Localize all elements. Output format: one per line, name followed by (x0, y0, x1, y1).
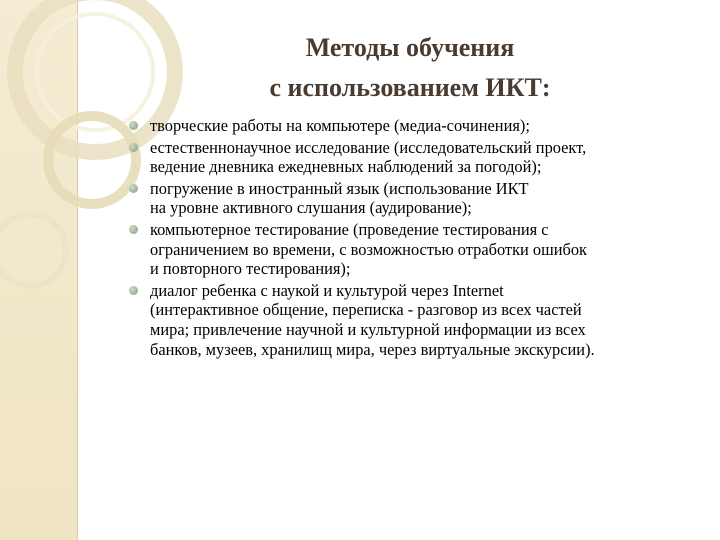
bullet-text-line: естественнонаучное исследование (исследовательский проект, (150, 137, 587, 157)
bullet-text-line: ограничением во времени, с возможностью отработки ошибок (150, 239, 588, 259)
bullet-text-line: творческие работы на компьютере (медиа-сочинения); (150, 116, 530, 135)
bullet-text-line: погружение в иностранный язык (использование ИКТ (150, 178, 529, 198)
title-line-2: с использованием ИКТ: (269, 73, 551, 102)
bullet-icon (129, 225, 138, 234)
bullet-text-line: компьютерное тестирование (проведение тестирования с (150, 219, 549, 239)
bullet-icon (129, 143, 138, 152)
list-item (126, 220, 701, 279)
bullet-list (126, 116, 701, 361)
bullet-text-line: диалог ребенка с наукой и культурой через Internet (150, 280, 504, 300)
left-decor-panel (0, 0, 78, 540)
title-line-1: Методы обучения (305, 33, 515, 62)
list-item (126, 281, 701, 359)
list-item (126, 179, 701, 218)
list-item (126, 116, 701, 136)
bullet-icon (129, 121, 138, 130)
list-item (126, 138, 701, 177)
bullet-text-line: на уровне активного слушания (аудирование); (150, 198, 472, 218)
bullet-text-line: ведение дневника ежедневных наблюдений за погодой); (150, 157, 542, 177)
bullet-icon (129, 286, 138, 295)
bullet-text-line: и повторного тестирования); (150, 259, 351, 279)
bullet-text-line: банков, музеев, хранилищ мира, через виртуальные экскурсии). (150, 339, 595, 359)
slide-title (160, 28, 660, 108)
bullet-text-line: мира; привлечение научной и культурной информации из всех (150, 319, 586, 339)
bullet-text-line: (интерактивное общение, переписка - разговор из всех частей (150, 300, 582, 320)
bullet-icon (129, 184, 138, 193)
